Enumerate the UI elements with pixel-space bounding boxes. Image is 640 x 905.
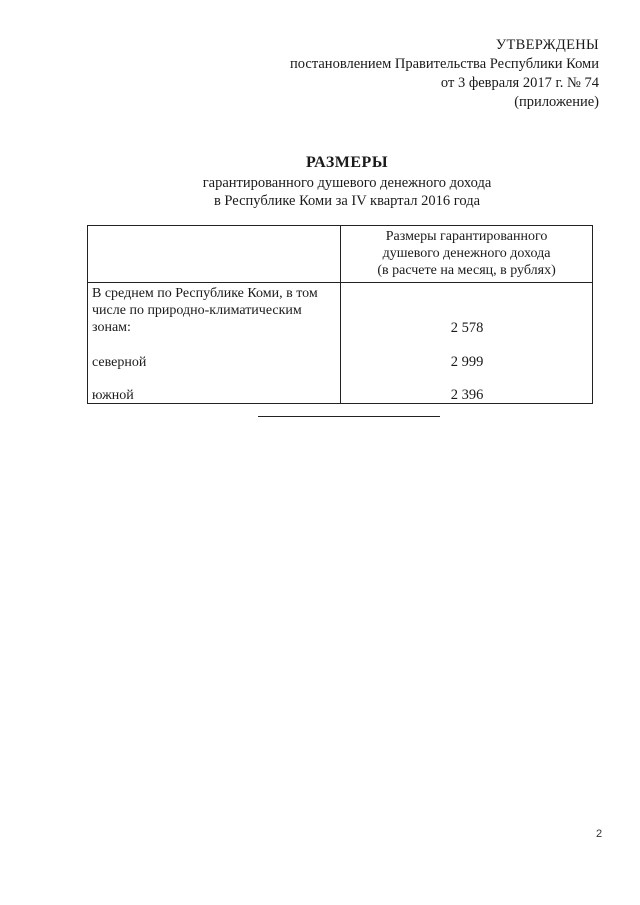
row-north-label: северной: [92, 355, 147, 370]
document-subtitle-line1: гарантированного душевого денежного дохода: [202, 175, 492, 191]
closing-rule: [258, 416, 440, 417]
table-body-row: [88, 283, 593, 404]
header-value-cell: [341, 226, 593, 283]
table-header-row: [88, 226, 593, 283]
label-cell: [88, 283, 341, 404]
row-average-label-line1: В среднем по Республике Коми, в том: [92, 286, 318, 301]
income-table: [87, 225, 593, 404]
header-empty-cell: [88, 226, 341, 283]
approval-date-line: от 3 февраля 2017 г. № 74: [440, 75, 599, 91]
row-average-value: 2 578: [450, 320, 484, 336]
header-value-line3: (в расчете на месяц, в рублях): [377, 263, 556, 278]
header-value-line1: Размеры гарантированного: [385, 229, 548, 244]
approval-block: [290, 36, 599, 112]
header-value-line2: душевого денежного дохода: [382, 246, 551, 261]
approval-title: УТВЕРЖДЕНЫ: [495, 37, 599, 53]
row-average-label-line2: числе по природно-климатическим: [92, 303, 302, 318]
row-south-value: 2 396: [450, 387, 484, 403]
document-heading: [0, 152, 640, 210]
approval-appendix-line: (приложение): [514, 94, 599, 110]
approval-decree-line: постановлением Правительства Республики Коми: [290, 56, 599, 72]
document-title: РАЗМЕРЫ: [305, 154, 389, 171]
row-south-label: южной: [92, 388, 134, 403]
row-average-label-line3: зонам:: [92, 320, 131, 335]
value-cell: [341, 283, 593, 404]
row-north-value: 2 999: [450, 354, 484, 370]
page-number: 2: [596, 828, 603, 840]
document-subtitle-line2: в Республике Коми за IV квартал 2016 года: [213, 193, 481, 209]
